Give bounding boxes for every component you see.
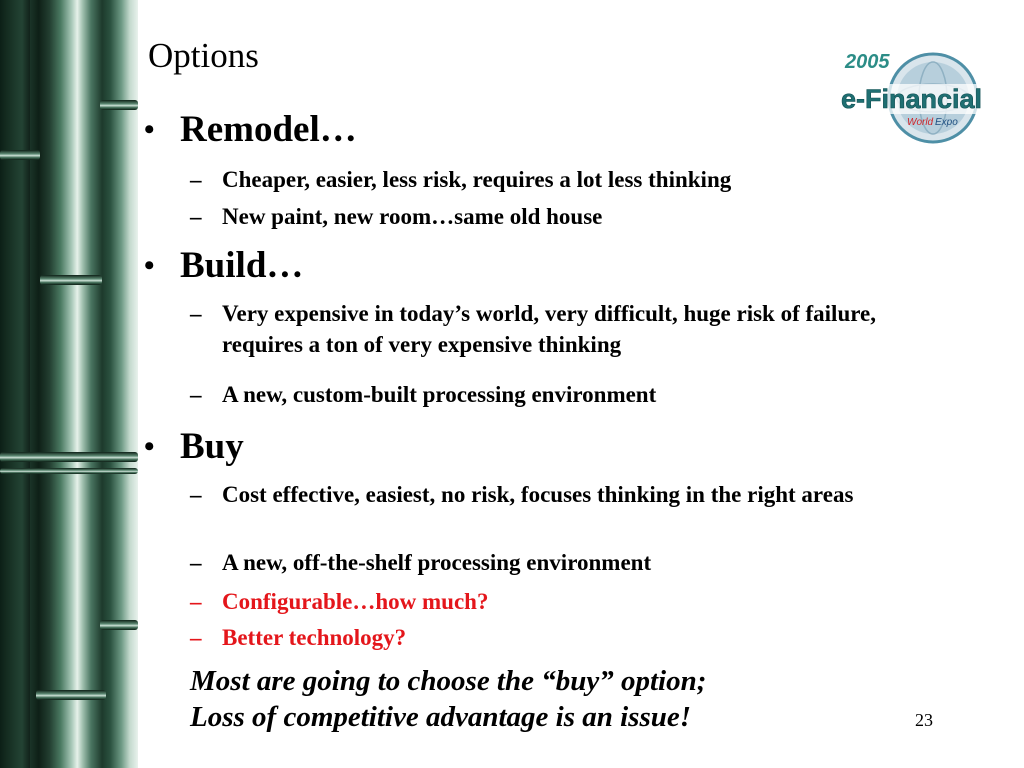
bamboo-node (0, 150, 40, 160)
sub-item (190, 164, 950, 195)
conclusion-line: Most are going to choose the “buy” option; (190, 665, 707, 697)
bamboo-node (100, 100, 138, 110)
logo-year: 2005 (845, 51, 890, 73)
bamboo-node (40, 275, 102, 285)
sub-item-text: Cost effective, easiest, no risk, focuses thinking in the right areas (222, 482, 854, 507)
bamboo-node (0, 468, 138, 474)
bullet-heading: Remodel… (180, 109, 357, 150)
page-number: 23 (915, 710, 933, 730)
sub-item-text: A new, off-the-shelf processing environment (222, 550, 652, 575)
sub-item (190, 201, 950, 232)
dash-marker: – (190, 550, 202, 575)
bullet-marker: • (144, 430, 155, 463)
bullet-build (144, 244, 303, 287)
dash-marker: – (190, 482, 202, 507)
bamboo-node (36, 690, 106, 700)
sub-item-text: New paint, new room…same old house (222, 204, 603, 229)
bamboo-background-image (0, 0, 138, 768)
bamboo-node (100, 620, 138, 630)
e-financial-worldexpo-logo (833, 40, 1008, 150)
sub-item-text: Very expensive in today’s world, very difficult, huge risk of failure, requires a ton of very expensive thinking (222, 301, 876, 357)
bullet-marker: • (144, 249, 155, 282)
dash-marker: – (190, 167, 202, 192)
dash-marker: – (190, 625, 202, 650)
logo-brand: e-Financial (841, 84, 983, 114)
sub-item-text: Cheaper, easier, less risk, requires a lot less thinking (222, 167, 732, 192)
logo-expo: Expo (935, 117, 958, 128)
sub-item-text: Configurable…how much? (222, 589, 489, 614)
bullet-remodel (144, 108, 357, 151)
dash-marker: – (190, 589, 202, 614)
sub-item-highlight (190, 622, 950, 653)
bullet-marker: • (144, 113, 155, 146)
sub-item-text: Better technology? (222, 625, 407, 650)
bullet-buy (144, 425, 244, 468)
dash-marker: – (190, 382, 202, 407)
sub-item-highlight (190, 586, 950, 617)
sub-item (190, 547, 950, 578)
bullet-heading: Build… (180, 245, 304, 286)
bullet-heading: Buy (180, 426, 244, 467)
conclusion-line: Loss of competitive advantage is an issue! (190, 701, 692, 733)
slide-title: Options (148, 36, 259, 75)
sub-item (190, 298, 950, 360)
dash-marker: – (190, 301, 202, 326)
bamboo-node (0, 452, 138, 462)
logo-world: World (907, 117, 934, 128)
sub-item (190, 379, 950, 410)
conclusion-text (190, 663, 706, 735)
sub-item (190, 479, 950, 510)
sub-item-text: A new, custom-built processing environment (222, 382, 657, 407)
dash-marker: – (190, 204, 202, 229)
bamboo-shadow (0, 0, 30, 768)
